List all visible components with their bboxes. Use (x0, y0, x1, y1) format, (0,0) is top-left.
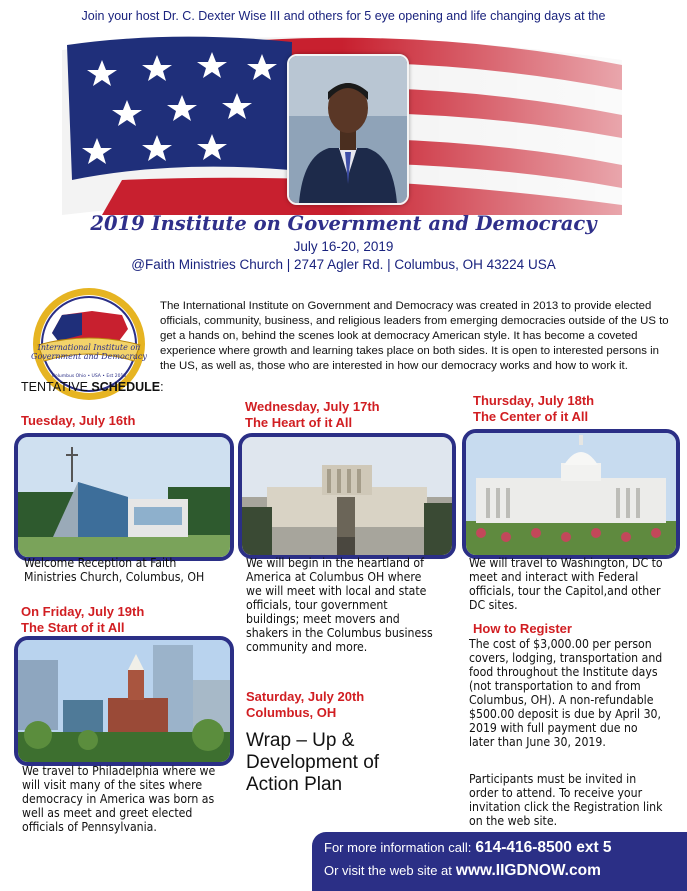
saturday-date: Saturday, July 20th (246, 689, 365, 704)
website-link[interactable]: www.IIGDNOW.com (455, 862, 601, 879)
day-title-wednesday (245, 399, 380, 431)
saturday-description: Wrap – Up & Development of Action Plan (246, 730, 380, 795)
register-title: How to Register (473, 621, 572, 636)
friday-subtitle: The Start of it All (21, 620, 125, 635)
event-dates: July 16-20, 2019 (293, 239, 394, 254)
seal-text-2: Government and Democracy (31, 352, 147, 361)
intro-paragraph: The International Institute on Government and Democracy was created in 2013 to provide elected officials, community, business, and religious leaders from emerging democracies outside of the US to get a hands on, behind the scenes look at democracy American style. It has become a coveted experience where growth and learning takes place on both sides. It is open to interested persons in the US, as well as, those who are interested in how our democracy works and how to work it. (160, 300, 669, 372)
tuesday-photo (14, 433, 234, 561)
wednesday-description: We will begin in the heartland of America at Columbus OH where we will meet with local and state officials, tour government buildings; meet movers and shakers in the Columbus business community and more. (246, 556, 433, 654)
thursday-date: Thursday, July 18th (473, 393, 595, 408)
wednesday-photo (238, 433, 456, 559)
day-title-friday (21, 604, 144, 636)
thursday-subtitle: The Center of it All (473, 409, 589, 424)
day-title-saturday (246, 689, 364, 721)
event-venue: @Faith Ministries Church | 2747 Agler Rd. | Columbus, OH 43224 USA (131, 257, 556, 272)
contact-phone-line (324, 839, 612, 857)
friday-photo (14, 636, 234, 766)
tuesday-description: Welcome Reception at Faith Ministries Church, Columbus, OH (24, 556, 205, 584)
register-body: The cost of $3,000.00 per person covers, lodging, transportation and food throughout the Institute days (not transportation to and from Columbus, OH). A non-refundable $500.00 deposit is due by April 30, 2019 with full payment due no later than June 30, 2019. (469, 637, 663, 749)
contact-footer (312, 832, 687, 891)
saturday-subtitle: Columbus, OH (246, 705, 337, 720)
thursday-photo (462, 429, 680, 559)
schedule-label (21, 380, 164, 394)
day-title-tuesday: Tuesday, July 16th (21, 413, 136, 428)
contact-web-line (324, 862, 601, 880)
thursday-description: We will travel to Washington, DC to meet and interact with Federal officials, tour the Capitol,and other DC sites. (469, 556, 663, 612)
schedule-label-suffix: : (160, 380, 164, 394)
wednesday-date: Wednesday, July 17th (245, 399, 380, 414)
invite-line: Join your host Dr. C. Dexter Wise III and others for 5 eye opening and life changing days at the (81, 9, 606, 23)
schedule-label-bold: SCHEDULE (91, 380, 161, 394)
friday-description: We travel to Philadelphia where we will visit many of the sites where democracy in America was born as well as meet and greet elected officials of Pennsylvania. (22, 764, 216, 834)
seal-text-1: International Institute on (37, 343, 141, 352)
schedule-label-prefix: TENTATIVE (21, 380, 92, 394)
event-title: 2019 Institute on Government and Democracy (90, 212, 597, 235)
contact-web-label: Or visit the web site at (324, 863, 452, 878)
host-photo (287, 54, 409, 205)
seal-text-3: Columbus Ohio • USA • Est 2013 (51, 374, 127, 379)
register-note: Participants must be invited in order to attend. To receive your invitation click the Registration link on the web site. (469, 772, 663, 828)
friday-date: On Friday, July 19th (21, 604, 145, 619)
contact-phone-number[interactable]: 614-416-8500 ext 5 (475, 839, 612, 856)
day-title-thursday (473, 393, 594, 425)
wednesday-subtitle: The Heart of it All (245, 415, 353, 430)
contact-phone-label: For more information call: (324, 840, 472, 855)
